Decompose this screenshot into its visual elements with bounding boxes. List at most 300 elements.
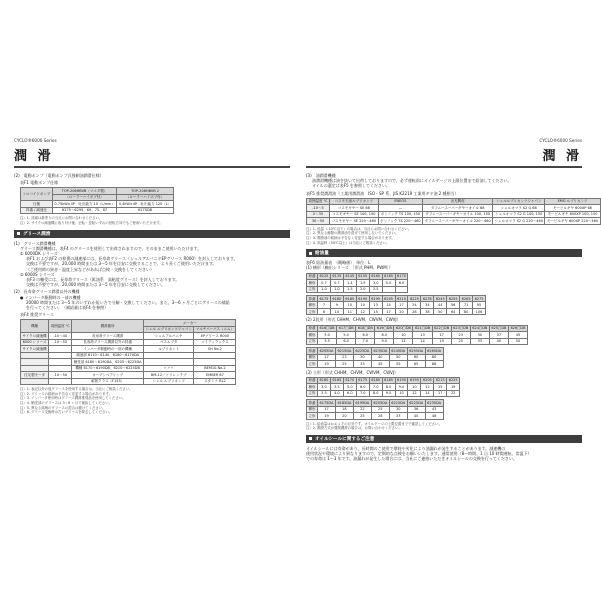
qty-table-cell: 5.0 [337,332,356,338]
qty-table-cell: 8.0 [369,390,382,396]
grease-table-header: シェル ルブリカンツジャパン [145,327,192,332]
qty-table-cell: 12 [356,308,369,314]
grease-table-cell: オープンベアリング [72,372,144,378]
qty-table-cell: 25 [371,406,389,412]
qty-table-cell: 33 [353,361,371,367]
table-row [307,286,408,292]
qty-table-cell: 23 [335,354,353,360]
qty-table [306,273,408,293]
qty-table-cell: 19 [432,338,451,344]
qty-table-cell: 30 [389,406,407,412]
table-row [307,413,444,419]
qty-table-header: 6235 [422,296,432,301]
qty-table-cell: 13 [369,302,382,308]
pump-note: 注）2. サイクロ減速機に取り付け後、正転・逆転いずれの回転方向でもご使用いただけます。 [20,220,163,225]
pump-table-cell: 6275〜6295、69、75、87 [52,207,116,213]
pump-table-cell: 仕様 [21,201,53,207]
title-rule [306,166,582,168]
qty-table-header: 6225 [409,296,419,301]
qty-table-cell: 40 [489,338,508,344]
qty-table-cell: 14 [413,338,432,344]
qty-table-cell: 1.0 [318,286,331,292]
qty-table-cell: 4.0 [330,390,343,396]
qty-table-cell [382,286,395,292]
qty-table-cell: 立形 [308,391,316,396]
grease-table-cell: スタミナ RL2 [194,378,236,384]
qty-table-header: 6245DA [391,348,406,353]
oil-table-cell: コスモギヤー SE 68 [330,205,379,211]
section-square-icon [309,252,312,255]
oil-note: 注）3. 潤滑油の銘柄は予告なく変更する場合があります。 [306,235,395,240]
oil-note: 注）4. 高温時（50℃以上）は当社にご相談ください。 [306,240,390,245]
grease-table-cell: ベスルブタ [144,339,194,345]
qty-table-cell: 15 [369,308,382,314]
qty-table-cell: 19 [447,384,460,390]
qty-table-cell: 横形 [308,280,316,285]
qty-table-header: 626□DB [510,326,526,331]
qty-table-cell: 40 [371,354,389,360]
grease-text-line: 交換は不要ですが、20,000 時間または 3〜5 年を目安に交換することで、より長くご使用いただけます。 [26,261,217,267]
oil-table-cell: モービルギヤ 600XP 68 [545,205,600,211]
grease-table-cell: 減速部 6110〜6140、6160〜6170DA [72,352,144,358]
qty-table-cell: 9.0 [395,384,408,390]
qty-table-cell: 横形 [308,384,316,389]
grease-table-cell: 耐熱クラス（F155） [72,378,144,384]
grease-section-heading: グリース潤滑 [23,231,51,237]
pump-table-cell: 0.4kW×4P 吐出能力 120（L） [118,201,172,206]
qty-table-cell: 80 [460,308,473,314]
oil-table-caption: 表F5 推奨潤滑油（工業用潤滑油 ISO・SP 系、JIS K2219 工業用ギヤ油 2 種相当） [306,190,459,196]
qty-table-cell: 1.4 [343,280,356,286]
oil-note: 注）1. 低温（-10℃以下）の場合は、当社にお問い合わせください。 [306,226,412,231]
table-row [21,378,236,384]
qty-table-cell: 23 [451,332,470,338]
qty-table-cell: 25 [353,413,371,419]
qty-table-header: 623□DB [453,326,469,331]
oil-table-cell: シェルオマラ S2 G 220〜460 [494,218,543,223]
right-page [306,138,599,478]
qty-table-cell: 22 [353,406,371,412]
qty-table-header: 6245 [435,296,445,301]
oil-table-header: 周囲温度 ℃ [308,199,328,204]
qty-table-header: 枠番 [308,274,316,279]
oil-table-cell: ダフニースーパーギヤーオイル 100, 150 [423,211,493,217]
qty-table-header: 6215DA [391,400,406,405]
qty-table-header: 6205 [422,378,432,383]
qty-table-cell: 19 [318,361,336,367]
qty-table-cell: 17 [318,406,336,412]
grease-table-cell: サイクロ減速機 [22,346,47,351]
grease-table-header: 機種 [21,320,49,333]
grease-text-line: グリース潤滑機種は、表F4 のグリースを使用して出荷されますので、そのままご使用いただけます。 [20,245,202,251]
pump-table-header: （ローラーハイポブ付） [117,194,174,200]
grease-table-cell: インバータ駆動時の一部の機種 [72,346,144,352]
grease-text-line: 20000 時間または 3〜5 年のいずれか短い方で分解・交換してください。また、3〜6 ヶ月ごとにグリースの補給 [26,299,230,305]
qty-table-cell: 8 [318,308,331,314]
qty-table-header: 6175 [319,296,329,301]
qty-table-cell: 0.7 [318,280,331,286]
grease-table-cell: ルブリカント [144,346,194,352]
qty-table-cell: 37 [489,332,508,338]
grease-table-caption: 表F4 推奨グリース [20,312,54,318]
grease-table-header: 周囲温度 ℃ [49,320,72,333]
page-title: 潤 滑 [14,149,54,164]
qty-table-cell: 立形 [308,361,316,366]
section-square-icon [309,437,312,440]
qty-table-cell: 14 [382,302,395,308]
qty-table-cell: 6.0 [356,332,375,338]
qty-table-cell: 3.5 [318,338,337,344]
qty-table-cell: 9.0 [375,338,394,344]
oil-text-line: オイルの選定は表F5 を参照してください。 [312,183,390,189]
qty-table-header: 枠番 [308,326,316,331]
qty-table-header: 6195DA [355,400,370,405]
qty-table-header: 6225DA [409,400,424,405]
qty-table-cell: 50 [434,308,447,314]
qty-table-header: 6145 [345,274,355,279]
qty-table-cell: 28 [408,308,421,314]
grease-text-line: を行ってください。（補給量は表F4 を参照） [26,304,109,310]
grease-table-cell: マイティラックス [194,339,236,345]
qty-section-bar [306,249,582,257]
qty-table-header: 6170 [397,274,406,279]
qty-table-cell: 17 [432,332,451,338]
qty-table-cell: 1.5 [343,286,356,292]
qty-table-cell: 立形 [308,287,316,292]
qty-table-header: 624□DB [472,326,488,331]
grease-table-cell: BEM10-No.2 [194,365,236,371]
qty-table-header: 6205DA [373,400,388,405]
oil-table-cell: ダフニースーパーギヤーオイル 220〜460 [424,218,491,223]
qty-table [306,325,528,345]
grease-table-cell: SH No.2 [194,346,236,352]
qty-table [306,295,486,315]
qty-table-cell: 25 [335,361,353,367]
grease-note: 注）2. グリースの銘柄は予告なく変更する場合があります。 [20,391,113,396]
pump-note: 注）1. 詳細は最寄りの当社にお問い合わせください。 [20,216,103,221]
qty-table-header: 6125 [319,274,329,279]
qty-table-cell: 20 [335,413,353,419]
oil-section-heading: (3) 油潤滑機種 [306,173,336,178]
qty-table-cell: 横形 [308,332,316,337]
qty-table-header: 枠番 [308,400,316,405]
oil-table-cell: 30〜50 [307,218,330,224]
qty-note: 注）1. 給油量はおおよその目安です。オイルゲージの上限位置までで確認してください。 [306,421,442,426]
qty-table-header: 622□DB [434,326,450,331]
oil-table-cell: コスモギヤー SE 100, 150 [330,211,379,217]
qty-table-header: 625□DB [491,326,507,331]
qty-table-cell: 10 [408,384,421,390]
grease-table-cell: シェル ルブリカンツ [144,378,194,384]
oil-table-cell: シェルオマラ S2 G 68 [493,205,545,211]
qty-table-cell: 立形 [308,309,316,314]
qty-table-cell: 1.9 [356,280,369,286]
qty-table-cell: 11 [343,308,356,314]
pump-table-cell: 0.75kW×4P 吐出能力 10（L/min） [54,201,115,206]
grease-table-cell: 軸受部 6180〜6190DA、6205〜6225DA [73,359,142,364]
oil-table-body [307,205,601,224]
oil-table-cell: モービルギヤ 600XP 100, 150 [545,211,600,217]
qty-table-cell: 30 [353,354,371,360]
qty-table-header: 6265DA [427,348,442,353]
qty-table-header: 6155 [358,274,368,279]
qty-table-cell: 6.0 [337,338,356,344]
series-label: CYCLO®6000 Series [539,138,582,143]
qty-table-header: 619□DB [376,326,392,331]
grease-table-cell: -10〜50 [49,339,72,345]
grease-table-cell [49,378,72,384]
grease-table-cell: 機種 6170〜6190DB、6210〜6225DB [72,365,144,371]
qty-table-cell: 40 [407,413,425,419]
qty-table-cell: 7.0 [356,338,375,344]
qty-section-heading: 給油量 [315,251,329,257]
oil-table-header: ENEOS [378,198,423,204]
oil-table-cell: ボンノック TS 100, 150 [378,211,423,217]
qty-table-header: 620□DB [395,326,411,331]
table-row [307,218,601,224]
grease-table-cell: 住友製モータ [21,372,49,378]
section-square-icon [17,232,20,235]
seal-text-line: での寿命は 1〜3 年です。油漏れが発生した場合には、当社にご連絡いただきオイルシールの交換を行ってください。 [306,456,517,462]
qty-table-header: 6265 [461,296,471,301]
qty-table-header: 6275 [474,296,484,301]
qty-table-cell: 45 [508,332,527,338]
grease-table-cell: -10〜50 [49,372,72,378]
qty-table-cell [395,286,408,292]
grease-table-cell: BM-12／ドリレンラブ [144,372,194,378]
grease-note: 注）4. 軸受部のグリースは 3〜6 ヶ月で補給してください。 [20,401,112,405]
oil-table-header: 出光興産 [423,198,493,204]
qty-table-cell: 17 [395,302,408,308]
grease-subheading: (2) 長寿命グリース潤滑以外の機種 [14,289,80,295]
qty-table [306,399,444,419]
pump-table-cell: 6275DB [117,207,174,213]
qty-table-cell: 36 [407,406,425,412]
qty-table-cell: 9 [330,302,343,308]
qty-table-cell: 8.0 [382,384,395,390]
qty-table-cell: 20 [395,308,408,314]
qty-table-cell: 6.0 [356,384,369,390]
grease-table-header: 潤滑箇所 [72,320,144,333]
qty-table-header: 6195 [409,378,419,383]
qty-table-header: 618□DB [357,326,373,331]
grease-table-cell: -10〜40 [49,333,72,339]
grease-table-cell: 〃〃〃 [144,365,194,371]
qty-table [306,377,460,397]
qty-table-cell: 3.0 [318,384,331,390]
qty-caption: 表F6 給油量表 （概略値） 単位：L [306,260,371,266]
qty-table-header: 6225DA [355,348,370,353]
qty-table-cell: 9.0 [382,390,395,396]
qty-table-cell: 横形 [308,303,316,308]
grease-text-line: ② 6000S シリーズ [20,271,55,277]
grease-text-line: 表F3 の軸受には、長寿命グリース（鉱油系 高粘度グリース）を封入しております。 [26,276,180,282]
qty-table-cell: 7.0 [356,390,369,396]
qty-table-header: 6185DA [337,400,352,405]
qty-table-header: 6215DA [337,348,352,353]
qty-table-cell: 14 [421,390,434,396]
qty-table-cell: 50 [389,354,407,360]
grease-text-line: 交換は不要ですが、20,000 時間または 3〜5 年を目安に交換してください。 [26,282,165,288]
grease-table [20,319,236,385]
qty-table-cell: 55 [389,361,407,367]
qty-table-cell: 3.5 [330,384,343,390]
qty-table-cell: 0.7 [330,280,343,286]
qty-table-header: 6190 [358,296,368,301]
qty-table-header: 6235DA [427,400,442,405]
oil-table-cell: ボンノック TS 220〜460 [380,218,421,223]
qty-table-cell: 12 [421,384,434,390]
qty-note: 注）2. 潤滑方式が強制潤滑の場合は、お問い合わせください。 [306,426,402,431]
qty-table-cell: 45 [371,361,389,367]
series-label: CYCLO®6000 Series [14,138,57,143]
qty-table-header: 621□DB [414,326,431,331]
grease-table-cell: シェルアルバニヤ [144,333,194,339]
qty-table-cell: 6.0 [343,390,356,396]
pump-table-cell: 枠番 / 減速比 [21,207,53,213]
qty-table-cell: 80 [425,354,443,360]
oil-table-header: コスモ石油ルブリカンツ [330,198,379,204]
qty-table-header: 6255DA [409,348,424,353]
qty-table-header: 6215 [435,378,445,383]
qty-table-header: 枠番 [308,348,316,353]
qty-table-cell: 3.0 [369,280,382,286]
qty-table-header: 6185 [345,296,355,301]
qty-table-cell: 8.0 [375,332,394,338]
qty-table-cell: 3.5 [318,390,331,396]
grease-table-body [21,333,236,385]
qty-table-header: 6165 [332,378,342,383]
qty-table-cell: 43 [425,406,443,412]
grease-section-bar [14,230,290,238]
pump-table-header: TOP-206HBVB 2 [117,188,174,194]
oil-table-cell: ダフニースーパーギヤーオイル 68 [423,205,493,211]
qty-table-cell: 10 [395,390,408,396]
qty-table-cell: 65 [407,361,425,367]
seal-section-heading: オイルシールに関するご注意 [315,436,375,442]
qty-table-cell: 7.0 [369,384,382,390]
qty-table-header: 6225 [448,378,458,383]
grease-table-cell: 長寿命グリース潤滑 [72,333,144,339]
qty-table-cell: 5.0 [343,384,356,390]
qty-table-header: 枠番 [308,296,316,301]
qty-table-header: 617□DB [338,326,354,331]
qty-table-cell: 10 [356,302,369,308]
qty-table-cell: 50 [508,338,527,344]
oil-table-cell: コスモギヤー SE 220〜460 [331,218,377,223]
grease-text-line: 表F1 および表F2 の枠番の減速部には、長寿命グリース（シェルアルバニヤEPグリース R000）を封入しております。 [26,256,238,262]
qty-table-cell: 24 [408,302,421,308]
grease-note: 注）5. 異なる銘柄のグリースの混合は避けてください。 [20,405,106,410]
qty-table-cell: 33 [389,413,407,419]
qty-table-cell: 13 [413,332,432,338]
table-row [307,361,444,367]
qty-table-cell: 10 [394,332,413,338]
pump-table-caption: 表F1 電動ポンプ仕様 [20,180,59,186]
qty-table-header: 6170 [345,378,355,383]
qty-table-header: 6205 [384,296,394,301]
grease-table-cell: 6000 シリーズ [21,339,49,345]
qty-table-header: 6185 [384,378,394,383]
title-rule [14,166,290,168]
oil-table-cell: 0〜35 [307,211,330,217]
qty-table-cell: 22 [447,390,460,396]
qty-table-header: 6160 [319,378,329,383]
grease-note: 注）3. インバータ使用時はグリース潤滑推奨品を使用してください。 [20,396,126,401]
table-row [307,308,486,314]
grease-table-cell: EMBER 67 [194,372,236,378]
seal-text-line: オイルシールには寿命があり、長時間のご使用で摩耗や劣化により油漏れが発生することがあります。減速機の [306,445,506,451]
left-page [14,138,290,478]
qty-table-cell: 18 [335,406,353,412]
grease-table-cell [21,378,49,384]
oil-table-header: シェルルブリカンツジャパン [493,198,545,204]
qty-table-header: 6135 [332,274,342,279]
qty-table-cell: 64 [447,308,460,314]
qty-table-cell: 10 [343,302,356,308]
seal-section-bar [306,435,582,443]
grease-text-line: ① 6000DK シリーズ [20,250,58,256]
qty-table-header: 6215 [397,296,406,301]
qty-table-cell: 56 [447,302,460,308]
qty-table-cell: 横形 [308,407,316,412]
qty-table-header: 6205DA [319,348,334,353]
qty-table-cell: 7 [318,302,331,308]
qty-table-header: 6165 [384,274,394,279]
grease-text-line: （ご使用時の異音・温度上昇などがあれば点検・交換をしてください） [26,266,154,272]
qty-subheading: (1) 横形（軸出シリーズ ［形式 PHM、PWM］） [306,265,393,271]
table-row [307,338,528,344]
grease-note: 注）1. 表記以外の他グリースを使用する場合は、当社にご相談ください。 [20,387,133,392]
qty-table-header: 6180 [332,296,342,301]
qty-table-cell: 10 [330,308,343,314]
pump-section-heading: (2) 電動ポンプ（電動ポンプ式強制油潤滑仕様） [14,173,104,178]
qty-table-header: 6175 [358,378,368,383]
oil-table-cell: — [378,205,423,211]
seal-text-line: 使用状況や環境により異なりますので、定期的な点検をお願いいたします。通常使用（8〜時間、1 日 10 時間運転、常温下） [306,451,532,457]
pump-spec-table [20,187,174,214]
qty-table-header: 6175DA [319,400,334,405]
qty-table-cell: 33 [470,338,489,344]
qty-table-cell: 立形 [308,339,316,344]
grease-table-header: メーカー [144,320,236,326]
qty-table-cell: 11 [394,338,413,344]
qty-table-cell: 34 [421,302,434,308]
qty-table-cell: 15 [434,384,447,390]
qty-table-cell: 25 [451,338,470,344]
qty-table-cell: 28 [371,413,389,419]
qty-table-cell: 71 [460,302,473,308]
pump-table-header: （ローラーハイポブ付） [52,194,116,200]
oil-table-cell: -10〜5 [307,205,330,211]
qty-table-header: 6235DA [373,348,388,353]
grease-subheading: (1) グリース潤滑機種 [14,240,56,246]
page-title: 潤 滑 [542,149,582,164]
grease-table-cell: サイクロ減速機 [22,333,47,338]
qty-table-cell: 88 [425,361,443,367]
grease-table-cell: EPグリース R000 [194,333,236,339]
qty-subheading: (2) 2段形（形式 CHHM、CHVM、CWVM、CWVJ） [306,317,401,323]
oil-table-cell: シェルオマラ S2 G 100, 150 [493,211,545,217]
qty-table-cell: 17 [434,390,447,396]
qty-table-cell: 30 [470,332,489,338]
grease-text-line: ● インバータ駆動時の一部の機種 [20,294,81,300]
grease-note: 注）6. グリース交換時は古いグリースを除去してください。 [20,410,113,415]
qty-table-cell: 106 [473,308,486,314]
qty-table-cell: 3.0 [318,332,337,338]
oil-note: 注）2. 異なる種類の潤滑油を混ぜて使用しないでください。 [306,231,399,236]
oil-table-cell: モービルギヤ 600XP 220〜460 [546,218,599,223]
